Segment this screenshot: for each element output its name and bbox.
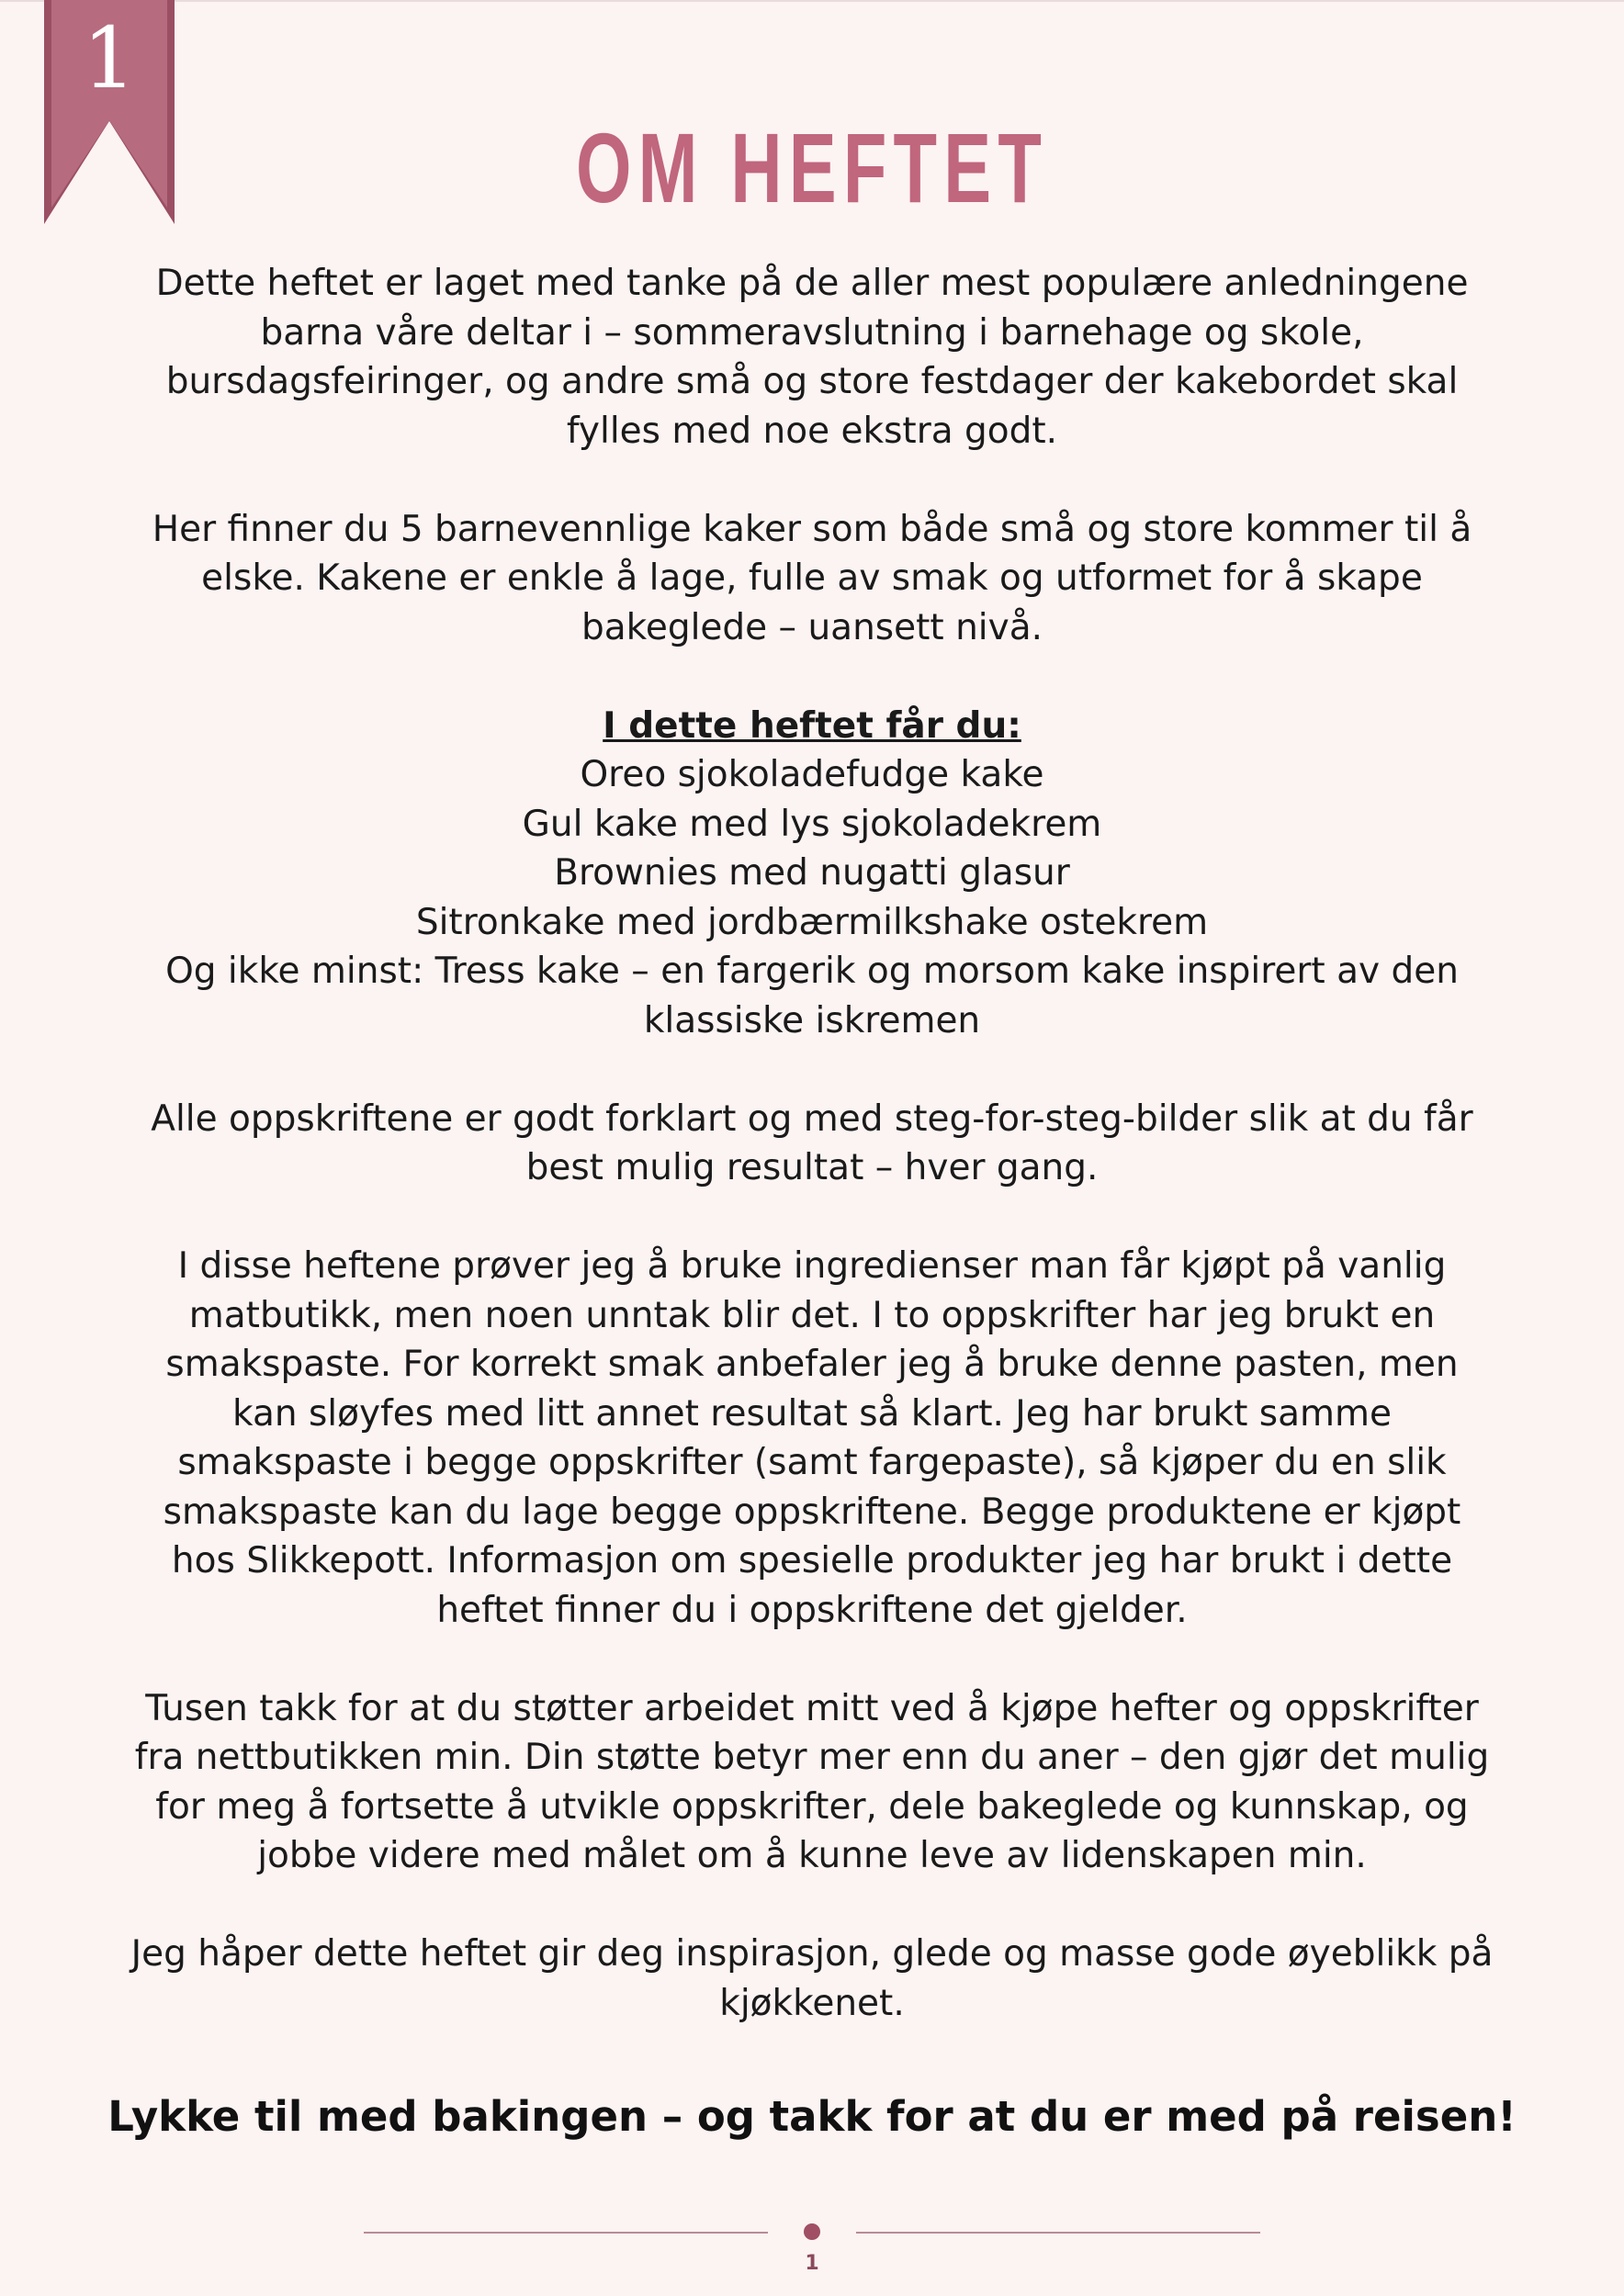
- closing-line: Lykke til med bakingen – og takk for at du er med på reisen!: [107, 2092, 1517, 2141]
- bookmark-number: 1: [82, 9, 137, 107]
- top-border: [0, 0, 1624, 2]
- list-item: Sitronkake med jordbærmilkshake ostekrem: [415, 901, 1209, 943]
- thanks-paragraph: Tusen takk for at du støtter arbeidet mitt ved å kjøpe hefter og oppskrifter fra nettbutikken min. Din støtte betyr mer enn du aner – den gjør det mulig for meg å fortsette å utvikle oppskrifter, dele bakeglede og kunnskap, og jobbe videre med målet om å kunne leve av lidenskapen min.: [134, 1687, 1490, 1876]
- list-item: Og ikke minst: Tress kake – en fargerik og morsom kake inspirert av den klassiske iskremen: [165, 951, 1459, 1041]
- page-body: [129, 259, 1495, 2077]
- page-title: OM HEFTET: [575, 112, 1049, 223]
- list-item: Oreo sjokoladefudge kake: [580, 754, 1044, 795]
- hope-paragraph: Jeg håper dette heftet gir deg inspirasjon, glede og masse gode øyeblikk på kjøkkenet.: [130, 1933, 1494, 2024]
- ingredients-paragraph: I disse heftene prøver jeg å bruke ingredienser man får kjøpt på vanlig matbutikk, men noen unntak blir det. I to oppskrifter har jeg brukt en smakspaste. For korrekt smak anbefaler jeg å bruke denne pasten, men kan sløyfes med litt annet resultat så klart. Jeg har brukt samme smakspaste i begge oppskrifter (samt fargepaste), så kjøper du en slik smakspaste kan du lage begge oppskriftene. Begge produktene er kjøpt hos Slikkepott. Informasjon om spesielle produkter jeg har brukt i dette heftet finner du i oppskriftene det gjelder.: [163, 1245, 1461, 1631]
- footer-dot-icon: [804, 2223, 820, 2240]
- list-heading: I dette heftet får du:: [603, 704, 1021, 747]
- list-item: Gul kake med lys sjokoladekrem: [522, 803, 1102, 845]
- steps-paragraph: Alle oppskriftene er godt forklart og med steg-for-steg-bilder slik at du får best mulig resultat – hver gang.: [151, 1097, 1473, 1188]
- recipe-list: [129, 750, 1495, 1045]
- footer-divider-left: [364, 2232, 768, 2234]
- footer-divider-right: [856, 2232, 1260, 2234]
- page-number: 1: [805, 2252, 819, 2275]
- list-item: Brownies med nugatti glasur: [554, 852, 1070, 894]
- intro-paragraph: Dette heftet er laget med tanke på de aller mest populære anledningene barna våre deltar i – sommeravslutning i barnehage og skole, bursdagsfeiringer, og andre små og store festdager der kakebordet skal fylles med noe ekstra godt.: [155, 263, 1469, 452]
- cakes-paragraph: Her finner du 5 barnevennlige kaker som både små og store kommer til å elske. Kakene er enkle å lage, fulle av smak og utformet for å skape bakeglede – uansett nivå.: [152, 508, 1472, 648]
